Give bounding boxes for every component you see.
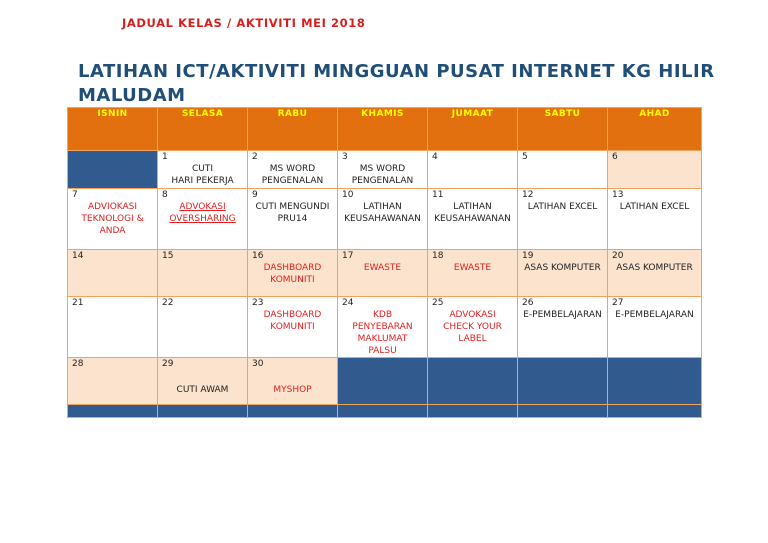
activity-text: CHECK YOUR: [443, 322, 502, 332]
day-cell: [608, 189, 702, 250]
empty-day-cell: [518, 405, 608, 418]
day-cell: [68, 358, 158, 405]
activity-text: E-PEMBELAJARAN: [523, 310, 602, 320]
day-cell: [428, 151, 518, 189]
activity-text: PENGENALAN: [261, 176, 324, 186]
day-number: 9: [252, 190, 258, 200]
day-number: 19: [522, 251, 534, 261]
day-number: 1: [162, 152, 168, 162]
day-cell: [608, 151, 702, 189]
day-cell: [158, 151, 248, 189]
activity-text: PENGENALAN: [351, 176, 414, 186]
day-cell: [248, 297, 338, 358]
calendar-week-row: [68, 189, 702, 250]
activity-text: ANDA: [99, 226, 126, 236]
day-cell: [248, 250, 338, 297]
day-cell: [338, 151, 428, 189]
day-cell: [518, 250, 608, 297]
day-cell: [158, 297, 248, 358]
empty-day-cell: [428, 405, 518, 418]
activity-text: KOMUNITI: [270, 322, 315, 332]
activity-text: MS WORD: [269, 164, 316, 174]
day-number: 7: [72, 190, 78, 200]
day-header-rabu: RABU: [248, 108, 338, 151]
empty-day-cell: [608, 358, 702, 405]
activity-text: OVERSHARING: [169, 214, 236, 224]
activity-text: CUTI: [191, 164, 214, 174]
activity-text: PENYEBARAN: [352, 322, 413, 332]
empty-day-cell: [68, 151, 158, 189]
day-number: 15: [162, 251, 174, 261]
activity-text: LATIHAN: [453, 202, 492, 212]
calendar-table: [67, 107, 702, 418]
day-cell: [428, 297, 518, 358]
calendar-week-row: [68, 151, 702, 189]
day-cell: [248, 358, 338, 405]
day-number: 21: [72, 298, 84, 308]
empty-day-cell: [338, 358, 428, 405]
activity-text: KDB: [372, 310, 392, 320]
day-number: 18: [432, 251, 444, 261]
day-number: 4: [432, 152, 438, 162]
day-cell: [338, 297, 428, 358]
day-number: 12: [522, 190, 534, 200]
day-number: 11: [432, 190, 444, 200]
page-title: LATIHAN ICT/AKTIVITI MINGGUAN PUSAT INTERNET KG HILIR MALUDAM: [78, 61, 715, 106]
day-header-selasa: SELASA: [158, 108, 248, 151]
day-cell: [428, 250, 518, 297]
activity-text: MYSHOP: [273, 385, 312, 395]
schedule-subtitle: JADUAL KELAS / AKTIVITI MEI 2018: [122, 16, 366, 30]
activity-text: LATIHAN EXCEL: [527, 202, 598, 212]
day-cell: [518, 151, 608, 189]
activity-text: KOMUNITI: [270, 275, 315, 285]
calendar-body: [68, 151, 702, 418]
day-header-khamis: KHAMIS: [338, 108, 428, 151]
activity-text: EWASTE: [363, 263, 402, 273]
activity-text: CUTI AWAM: [176, 385, 229, 395]
day-number: 16: [252, 251, 264, 261]
day-number: 5: [522, 152, 528, 162]
activity-text: HARI PEKERJA: [171, 176, 234, 186]
empty-day-cell: [68, 405, 158, 418]
day-cell: [518, 189, 608, 250]
day-number: 28: [72, 359, 84, 369]
day-cell: [158, 189, 248, 250]
day-number: 26: [522, 298, 534, 308]
activity-text: TEKNOLOGI &: [81, 214, 144, 224]
day-cell: [68, 189, 158, 250]
activity-text: MS WORD: [359, 164, 406, 174]
day-number: 20: [612, 251, 624, 261]
activity-text: ADVOKASI: [179, 202, 226, 212]
empty-day-cell: [428, 358, 518, 405]
day-cell: [248, 189, 338, 250]
day-cell: [158, 250, 248, 297]
activity-text: LATIHAN: [363, 202, 402, 212]
day-number: 17: [342, 251, 354, 261]
activity-text: CUTI MENGUNDI: [255, 202, 330, 212]
activity-text: E-PEMBELAJARAN: [615, 310, 694, 320]
day-cell: [428, 189, 518, 250]
day-header-jumaat: JUMAAT: [428, 108, 518, 151]
day-cell: [608, 297, 702, 358]
calendar-week-row: [68, 250, 702, 297]
day-number: 2: [252, 152, 258, 162]
day-header-ahad: AHAD: [608, 108, 702, 151]
day-number: 8: [162, 190, 168, 200]
day-number: 10: [342, 190, 354, 200]
activity-text: KEUSAHAWANAN: [434, 214, 511, 224]
activity-text: ASAS KOMPUTER: [616, 263, 693, 273]
day-cell: [608, 250, 702, 297]
activity-text: LABEL: [458, 334, 487, 344]
day-number: 6: [612, 152, 618, 162]
day-cell: [248, 151, 338, 189]
day-header-isnin: ISNIN: [68, 108, 158, 151]
calendar-week-row: [68, 358, 702, 405]
calendar-week-row: [68, 405, 702, 418]
activity-text: ADVIOKASI: [87, 202, 138, 212]
day-cell: [68, 297, 158, 358]
day-number: 13: [612, 190, 624, 200]
day-number: 27: [612, 298, 624, 308]
day-number: 14: [72, 251, 84, 261]
day-number: 24: [342, 298, 354, 308]
activity-text: PALSU: [368, 346, 397, 356]
day-number: 3: [342, 152, 348, 162]
day-header-sabtu: SABTU: [518, 108, 608, 151]
day-cell: [338, 189, 428, 250]
activity-text: EWASTE: [453, 263, 492, 273]
day-number: 29: [162, 359, 174, 369]
activity-text: DASHBOARD: [263, 263, 322, 273]
day-cell: [518, 297, 608, 358]
day-number: 23: [252, 298, 264, 308]
activity-text: PRU14: [277, 214, 308, 224]
activity-text: ASAS KOMPUTER: [524, 263, 601, 273]
day-number: 30: [252, 359, 264, 369]
activity-text: KEUSAHAWANAN: [344, 214, 421, 224]
day-number: 22: [162, 298, 174, 308]
activity-text: LATIHAN EXCEL: [619, 202, 690, 212]
activity-text: ADVOKASI: [449, 310, 496, 320]
empty-day-cell: [248, 405, 338, 418]
day-cell: [68, 250, 158, 297]
empty-day-cell: [608, 405, 702, 418]
empty-day-cell: [158, 405, 248, 418]
empty-day-cell: [518, 358, 608, 405]
day-cell: [158, 358, 248, 405]
day-number: 25: [432, 298, 444, 308]
day-cell: [338, 250, 428, 297]
calendar-week-row: [68, 297, 702, 358]
activity-text: DASHBOARD: [263, 310, 322, 320]
empty-day-cell: [338, 405, 428, 418]
activity-text: MAKLUMAT: [357, 334, 408, 344]
calendar-header-row: [68, 108, 702, 151]
